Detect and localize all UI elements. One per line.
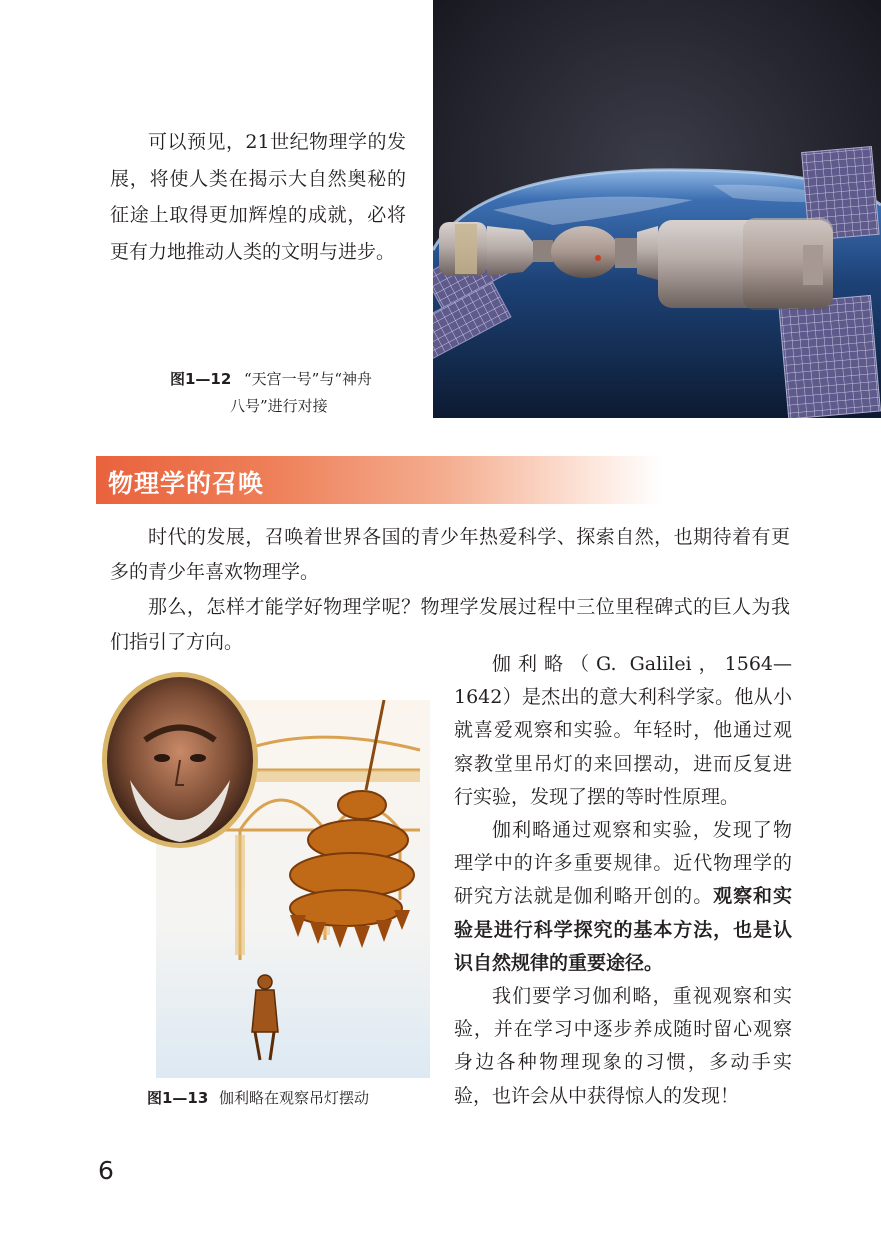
page-number: 6 xyxy=(98,1156,114,1185)
figure-1-12-caption xyxy=(170,366,372,420)
body-paragraph: 时代的发展，召唤着世界各国的青少年热爱科学、探索自然，也期待着有更多的青少年喜欢物理学。 xyxy=(110,526,790,583)
emphasized-text: 观察和实验是进行科学探究的基本方法，也是认识自然规律的重要途径。 xyxy=(454,885,792,974)
body-paragraph: 那么，怎样才能学好物理学呢？物理学发展过程中三位里程碑式的巨人为我们指引了方向。 xyxy=(110,596,790,653)
figure-number: 图1—13 xyxy=(147,1089,209,1107)
body-text-block xyxy=(110,520,790,660)
galileo-chandelier-illustration xyxy=(100,660,430,1078)
intro-paragraph: 可以预见，21世纪物理学的发展，将使人类在揭示大自然奥秘的征途上取得更加辉煌的成就，必将更有力地推动人类的文明与进步。 xyxy=(110,131,406,263)
caption-line-2: 八号”进行对接 xyxy=(230,397,328,415)
section-title: 物理学的召唤 xyxy=(108,469,265,498)
caption-line-1: “天宫一号”与“神舟 xyxy=(244,370,373,388)
figure-1-13-caption xyxy=(147,1087,369,1108)
space-station-docking-image xyxy=(433,0,881,418)
intro-text-block xyxy=(110,124,406,270)
section-heading-banner xyxy=(96,456,662,504)
galileo-paragraph-1: 伽利略（G. Galilei，1564—1642）是杰出的意大利科学家。他从小就喜爱观察和实验。年轻时，他通过观察教堂里吊灯的来回摆动，进而反复进行实验，发现了摆的等时性原理。 xyxy=(454,653,792,808)
galileo-text-block xyxy=(454,648,792,1113)
caption-text: 伽利略在观察吊灯摆动 xyxy=(219,1089,370,1107)
galileo-paragraph-3: 我们要学习伽利略，重视观察和实验，并在学习中逐步养成随时留心观察身边各种物理现象的习惯，多动手实验，也许会从中获得惊人的发现！ xyxy=(454,985,792,1107)
figure-number: 图1—12 xyxy=(170,370,232,388)
paragraph-text: 伽利略通过观察和实验，发现了物理学中的许多重要规律。近代物理学的研究方法就是伽利略开创的。 xyxy=(454,819,792,908)
galileo-paragraph-2 xyxy=(454,814,792,980)
